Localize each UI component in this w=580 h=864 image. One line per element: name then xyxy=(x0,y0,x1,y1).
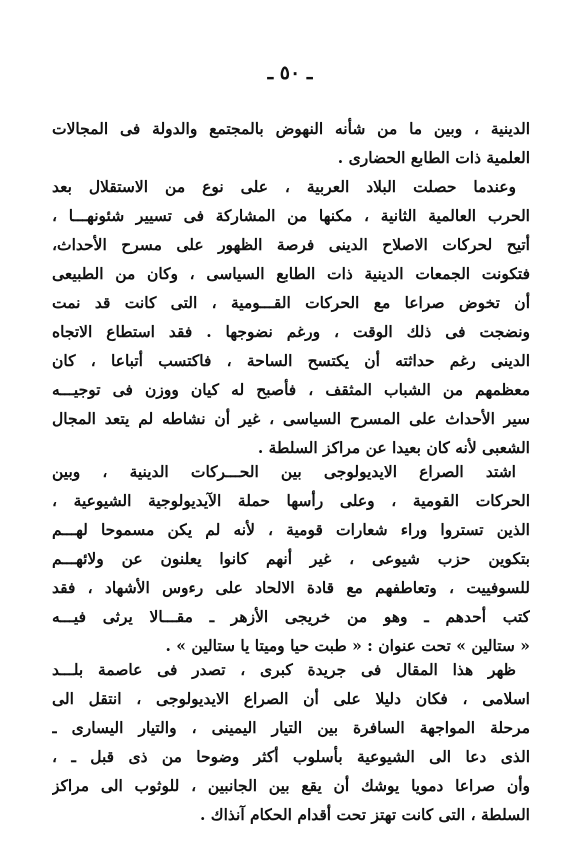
text-line: اشتد الصراع الايديولوجى بين الحـــركات الدينية ، وبين xyxy=(52,462,516,481)
text-line: الدينية ، وبين ما من شأنه النهوض بالمجتمع والدولة فى المجالات xyxy=(52,119,530,138)
text-line: بتكوين حزب شيوعى ، غير أنهم كانوا يعلنون عن ولائهـــم xyxy=(52,549,530,568)
text-line: الشعبى لأنه كان بعيدا عن مراكز السلطة . xyxy=(257,438,530,457)
text-line: أتيح لحركات الاصلاح الدينى فرصة الظهور على مسرح الأحداث، xyxy=(52,235,530,254)
text-line: « ستالين » تحت عنوان : « طبت حيا وميتا يا ستالين » . xyxy=(165,636,530,655)
text-line: فتكونت الجمعات الدينية ذات الطابع السياسى ، وكان من الطبيعى xyxy=(52,264,530,283)
text-line: وعندما حصلت البلاد العربية ، على نوع من الاستقلال بعد xyxy=(52,177,516,196)
text-line: وأن صراعا دمويا يوشك أن يقع بين الجانبين ، للوثوب الى مراكز xyxy=(52,776,530,795)
text-line: أن تخوض صراعا مع الحركات القـــومية ، التى كانت قد نمت xyxy=(52,293,530,312)
text-line: الحركات القومية ، وعلى رأسها حملة الآيديولوجية الشيوعية ، xyxy=(52,491,530,510)
text-line: ونضجت فى ذلك الوقت ، ورغم نضوجها . فقد استطاع الاتجاه xyxy=(52,322,530,341)
text-line: معظمهم من الشباب المثقف ، فأصبح له كيان ووزن فى توجيـــه xyxy=(52,380,530,399)
text-line: اسلامى ، فكان دليلا على أن الصراع الايديولوجى ، انتقل الى xyxy=(52,689,530,708)
text-line: كتب أحدهم ـ وهو من خريجى الأزهر ـ مقـــالا يرثى فيـــه xyxy=(52,607,530,626)
paragraph-3 xyxy=(52,457,530,660)
text-line: السلطة ، التى كانت تهتز تحت أقدام الحكام آنذاك . xyxy=(200,805,530,824)
paragraph-2 xyxy=(52,172,530,462)
text-line: العلمية ذات الطابع الحضارى . xyxy=(337,148,530,167)
text-line: الحرب العالمية الثانية ، مكنها من المشاركة فى تسيير شئونهـــا ، xyxy=(52,206,530,225)
text-line: ظهر هذا المقال فى جريدة كبرى ، تصدر فى عاصمة بلـــد xyxy=(52,660,516,679)
text-line: سير الأحداث على المسرح السياسى ، غير أن نشاطه لم يتعد المجال xyxy=(52,409,530,428)
text-line: الدينى رغم حداثته أن يكتسح الساحة ، فاكتسب أتباعا ، كان xyxy=(52,351,530,370)
text-line: الذى دعا الى الشيوعية بأسلوب أكثر وضوحا من ذى قبل ـ ، xyxy=(52,747,530,766)
text-line: مرحلة المواجهة السافرة بين التيار اليمينى ، والتيار اليسارى ـ xyxy=(52,718,530,737)
paragraph-1 xyxy=(52,114,530,172)
text-line: الذين تستروا وراء شعارات قومية ، لأنه لم يكن مسموحا لهـــم xyxy=(52,520,530,539)
paragraph-4 xyxy=(52,655,530,829)
text-line: للسوفييت ، وتعاطفهم مع قادة الالحاد على رءوس الأشهاد ، فقد xyxy=(52,578,530,597)
page-number: ـ ٥٠ ـ xyxy=(267,62,313,84)
